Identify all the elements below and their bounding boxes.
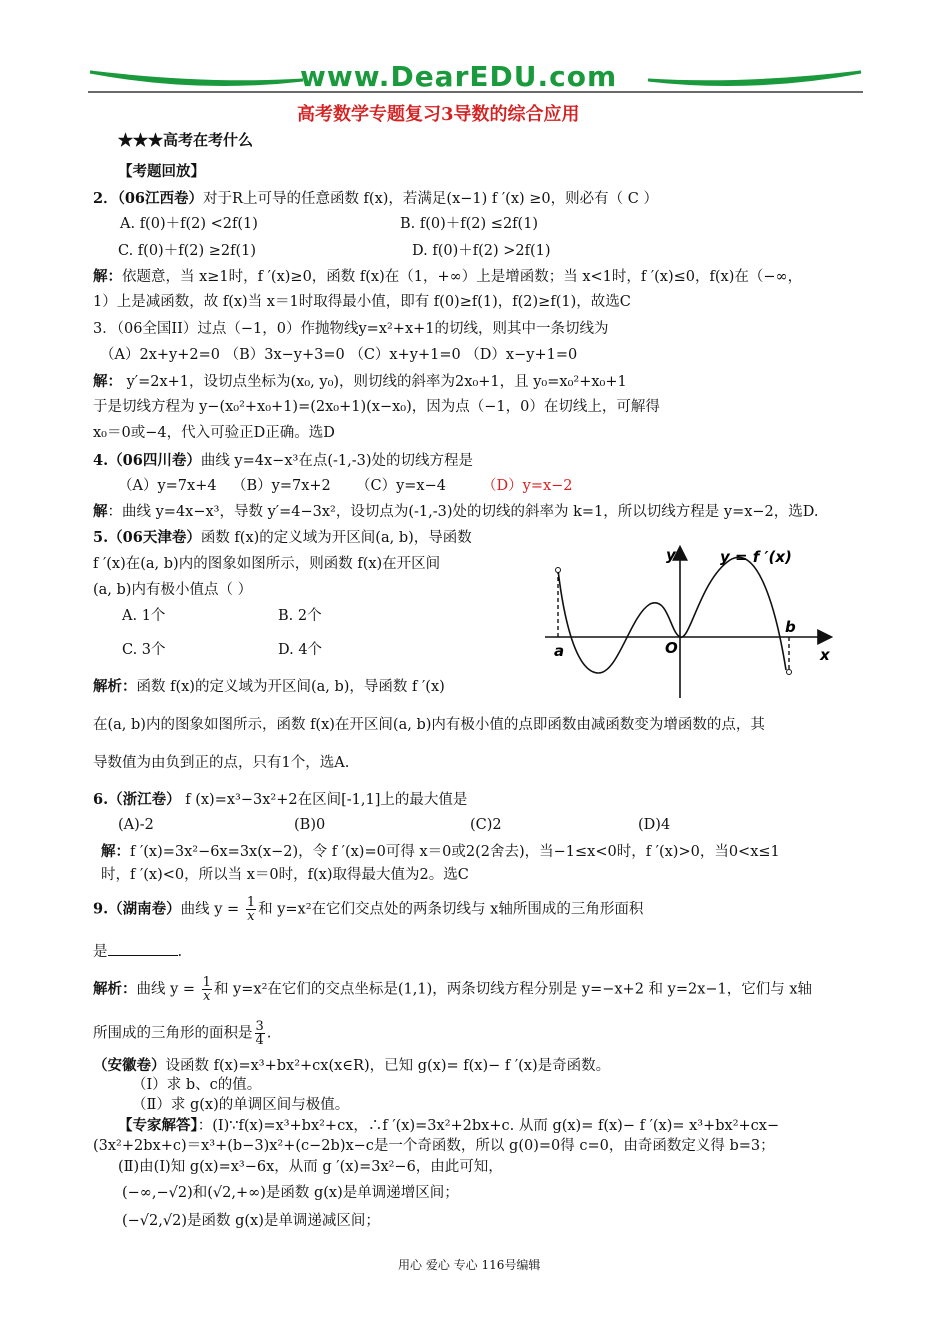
- qa-part-2: （Ⅱ）求 g(x)的单调区间与极值。: [132, 1097, 350, 1113]
- q5-solution-3: 导数值为由负到正的点，只有1个，选A.: [93, 755, 350, 771]
- graph-y-label: y: [666, 546, 676, 564]
- qa-solution-2: (3x²+2bx+c)＝x³+(b−3)x²+(c−2b)x−c是一个奇函数，所以 g(0)=0得 c=0，由奇函数定义得 b=3；: [93, 1138, 775, 1154]
- derivative-graph: [540, 540, 850, 705]
- q5-option-a: A. 1个: [122, 608, 166, 624]
- q2-option-d: D. f(0)＋f(2) >2f(1): [412, 243, 551, 259]
- site-logo-text: www.DearEDU.com: [300, 60, 618, 93]
- q6-solution-2: 时，f ′(x)<0，所以当 x＝0时，f(x)取得最大值为2。选C: [101, 867, 469, 883]
- q6-option-d: (D)4: [638, 817, 671, 833]
- q9-stem: 9.（湖南卷）曲线 y = $\frac{1}{x}$ 和 y=x²在它们交点处的两条切线与 x轴所围成的三角形面积: [93, 895, 644, 924]
- q6-stem: 6.（浙江卷） f (x)=x³−3x²+2在区间[-1,1]上的最大值是: [93, 791, 468, 808]
- q9-solution-2: 所围成的三角形的面积是 $\frac{3}{4}$ .: [93, 1019, 272, 1048]
- answer-blank: [108, 955, 178, 956]
- page-footer: 用心 爱心 专心 116号编辑: [398, 1258, 541, 1272]
- q4-option-c: （C）y=x−4: [356, 478, 446, 494]
- q3-solution-2: 于是切线方程为 y−(x₀²+x₀+1)=(2x₀+1)(x−x₀)，因为点（−1，0）在切线上，可解得: [93, 399, 660, 415]
- q2-option-b: B. f(0)＋f(2) ≤2f(1): [400, 216, 539, 232]
- q5-option-b: B. 2个: [278, 608, 322, 624]
- q2-option-c: C. f(0)＋f(2) ≥2f(1): [118, 243, 256, 259]
- q5-stem-1: 5.（06天津卷）函数 f(x)的定义域为开区间(a, b)，导函数: [93, 529, 472, 546]
- qa-part-1: （Ⅰ）求 b、c的值。: [132, 1077, 262, 1093]
- q6-option-c: (C)2: [470, 817, 502, 833]
- q5-stem-3: (a, b)内有极小值点（ ）: [93, 582, 253, 598]
- q3-options: （A）2x+y+2=0 （B）3x−y+3=0 （C）x+y+1=0 （D）x−y+1=0: [100, 347, 578, 363]
- q4-solution: 解：曲线 y=4x−x³，导数 y′=4−3x²，设切点为(-1,-3)处的切线的斜率为 k=1，所以切线方程是 y=x−2，选D.: [93, 503, 819, 520]
- q2-stem: 2．（06江西卷）对于R上可导的任意函数 f(x)，若满足(x−1) f ′(x) ≥0，则必有（ C ）: [93, 190, 658, 207]
- reciprocal-fraction-solution: $\frac{1}{x}$: [202, 975, 211, 1004]
- q6-solution-1: 解：f ′(x)=3x²−6x=3x(x−2)，令 f ′(x)=0可得 x＝0或2(2舍去)，当−1≤x<0时，f ′(x)>0，当0<x≤1: [101, 843, 780, 860]
- qa-solution-4: (−∞,−√2)和(√2,+∞)是函数 g(x)是单调递增区间；: [122, 1185, 459, 1201]
- q4-option-d: （D）y=x−2: [482, 478, 573, 494]
- right-swoosh: [648, 72, 861, 85]
- page-title: 高考数学专题复习3导数的综合应用: [297, 104, 580, 125]
- qa-solution-5: (−√2,√2)是函数 g(x)是单调递减区间；: [122, 1213, 380, 1229]
- q3-solution-3: x₀＝0或−4，代入可验正D正确。选D: [93, 425, 335, 441]
- qa-solution-3: (Ⅱ)由(Ⅰ)知 g(x)=x³−6x，从而 g ′(x)=3x²−6，由此可知，: [118, 1159, 503, 1175]
- q5-option-c: C. 3个: [122, 642, 166, 658]
- q5-stem-2: f ′(x)在(a, b)内的图象如图所示，则函数 f(x)在开区间: [93, 556, 441, 572]
- qa-stem: （安徽卷）设函数 f(x)=x³+bx²+cx(x∈R)，已知 g(x)= f(x)− f ′(x)是奇函数。: [93, 1057, 611, 1074]
- q3-solution-1: 解： y′=2x+1，设切点坐标为(x₀, y₀)，则切线的斜率为2x₀+1，且 y₀=x₀²+x₀+1: [93, 373, 627, 390]
- q6-option-b: (B)0: [294, 817, 326, 833]
- q6-option-a: (A)-2: [118, 817, 154, 833]
- q4-option-b: （B）y=7x+2: [232, 478, 331, 494]
- q5-solution-1: 解析：函数 f(x)的定义域为开区间(a, b)，导函数 f ′(x): [93, 678, 445, 695]
- q3-stem: 3．（06全国II）过点（−1，0）作抛物线y=x²+x+1的切线，则其中一条切线为: [93, 321, 609, 337]
- graph-a-label: a: [554, 642, 565, 660]
- section-heading: ★★★高考在考什么: [118, 131, 254, 149]
- q4-stem: 4.（06四川卷）曲线 y=4x−x³在点(-1,-3)处的切线方程是: [93, 452, 473, 469]
- graph-b-label: b: [785, 618, 796, 636]
- reciprocal-fraction: $\frac{1}{x}$: [246, 895, 256, 924]
- q4-option-a: （A）y=7x+4: [118, 478, 217, 494]
- graph-origin-label: O: [665, 639, 678, 657]
- q9-solution-1: 解析：曲线 y = $\frac{1}{x}$ 和 y=x²在它们的交点坐标是(1,1)，两条切线方程分别是 y=−x+2 和 y=2x−1，它们与 x轴: [93, 975, 813, 1004]
- right-open-endpoint: [787, 670, 792, 675]
- q9-stem-2: 是 .: [93, 944, 183, 960]
- qa-solution-1: 【专家解答】：(Ⅰ)∵f(x)=x³+bx²+cx，∴f ′(x)=3x²+2bx+c. 从而 g(x)= f(x)− f ′(x)= x³+bx²+cx−: [118, 1117, 780, 1134]
- left-open-endpoint: [556, 568, 561, 573]
- q5-option-d: D. 4个: [278, 642, 323, 658]
- subsection-heading: 【考题回放】: [118, 163, 205, 180]
- q2-option-a: A. f(0)＋f(2) <2f(1): [120, 216, 258, 232]
- q2-solution-1: 解：依题意，当 x≥1时，f ′(x)≥0，函数 f(x)在（1，+∞）上是增函数；当 x<1时，f ′(x)≤0，f(x)在（−∞，: [93, 268, 803, 285]
- stars-icon: ★★★: [118, 131, 164, 149]
- left-swoosh: [90, 72, 303, 85]
- area-fraction: $\frac{3}{4}$: [255, 1019, 264, 1048]
- q2-solution-2: 1）上是减函数，故 f(x)当 x＝1时取得最小值，即有 f(0)≥f(1)，f(2)≥f(1)，故选C: [93, 294, 631, 310]
- graph-x-label: x: [820, 646, 830, 664]
- q5-solution-2: 在(a, b)内的图象如图所示，函数 f(x)在开区间(a, b)内有极小值的点即函数由减函数变为增函数的点，其: [93, 717, 765, 733]
- graph-curve-label: y = f ′(x): [720, 548, 792, 566]
